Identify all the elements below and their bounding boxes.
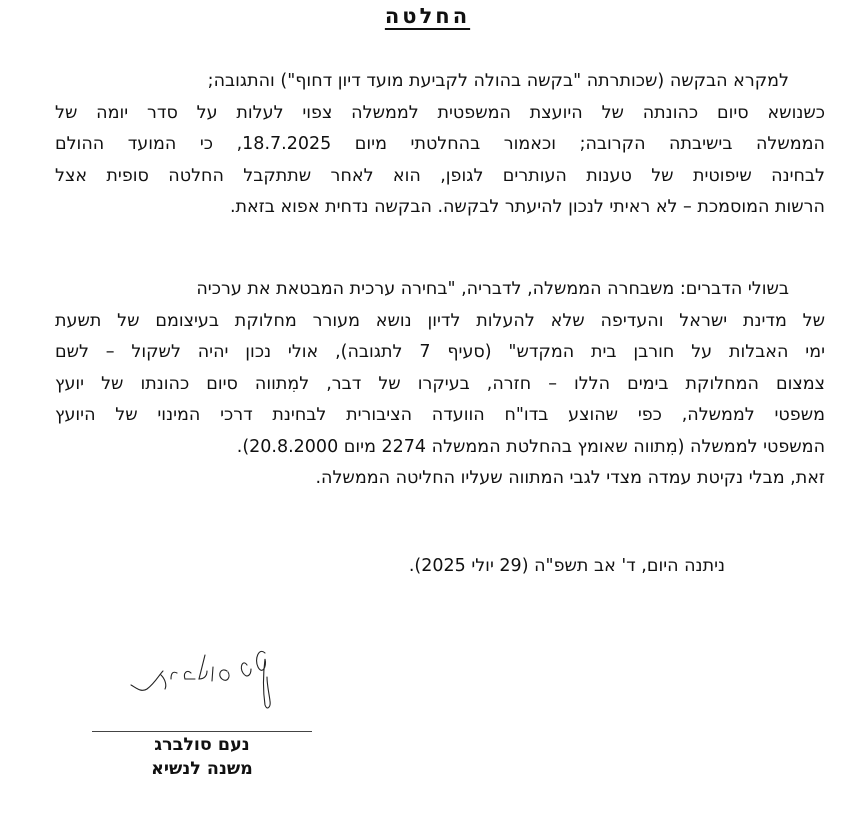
paragraph-line: בשולי הדברים: משבחרה הממשלה, לדבריה, "בחירה ערכית המבטאת את ערכיה — [196, 279, 789, 299]
signature-line — [92, 731, 312, 732]
document-title-text: החלטה — [384, 4, 471, 28]
paragraph-line: לבחינה שיפוטית של טענות העותרים לגופן, הוא לאחר שתתקבל החלטה סופית אצל — [55, 165, 825, 186]
paragraph-line: הרשות המוסמכת – לא ראיתי לנכון להיעתר לבקשה. הבקשה נדחית אפוא בזאת. — [229, 197, 825, 217]
paragraph-line: ימי האבלות על חורבן בית המקדש" (סעיף 7 לתגובה), אולי נכון יהיה לשקול – לשם — [55, 342, 826, 362]
handwritten-signature-icon — [115, 645, 285, 715]
paragraph-request-ruling — [55, 66, 825, 224]
signer-role: משנה לנשיא — [151, 759, 253, 779]
given-date: ניתנה היום, ד' אב תשפ"ה (29 יולי 2025). — [408, 556, 725, 576]
paragraph-line: צמצום המחלוקת בימים הללו – חזרה, בעיקרו של דבר, למִתווה סיום כהונתו של יועץ — [55, 373, 825, 394]
paragraph-marginal-remarks — [55, 274, 825, 495]
paragraph-line: כשנושא סיום כהונתה של היועצת המשפטית לממשלה צפוי לעלות על סדר יומה של — [55, 102, 825, 123]
paragraph-line: המשפטי לממשלה (מִתווה שאומץ בהחלטת הממשלה 2274 מיום 20.8.2000). — [236, 436, 825, 457]
paragraph-line: הממשלה בישיבתה הקרובה; וכאמור בהחלטתי מיום 18.7.2025, כי המועד ההולם — [55, 134, 825, 154]
paragraph-line: למקרא הבקשה (שכותרתה "בקשה בהולה לקביעת מועד דיון דחוף") והתגובה; — [207, 71, 789, 91]
signer-name: נעם סולברג — [154, 735, 250, 755]
paragraph-line: של מדינת ישראל והעדיפה שלא להעלות לדיון נושא מעורר מחלוקת בעיצומם של תשעת — [55, 310, 825, 331]
paragraph-line: משפטי לממשלה, כפי שהוצע בדו"ח הוועדה הציבורית לבחינת דרכי המינוי של היועץ — [55, 405, 825, 425]
document-title — [0, 4, 855, 28]
paragraph-line: זאת, מבלי נקיטת עמדה מצדי לגבי המתווה שעליו החליטה הממשלה. — [315, 468, 825, 488]
